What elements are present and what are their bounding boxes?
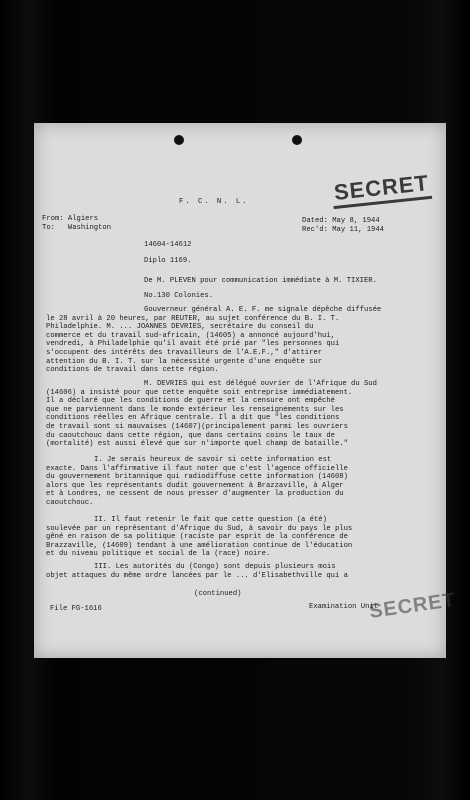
paragraph-1: Gouverneur général A. E. F. me signale dépêche diffusée le 28 avril à 20 heures, par REUTER, au sujet conférence du B. I. T. Philadelphie. M. ... JOANNES DEVRIES, secrétaire du conseil du commerce et du travail sud-africain, (14605) a annoncé aujourd'hui, vendredi, à Philadelphie qu'il avait été prié par "les personnes qui s'occupent des intérêts des travailleurs de l'A.E.F.," d'attirer attention du B. I. T. sur la nécessité urgente d'une enquête sur conditions de travail dans cette région. [46,306,382,375]
secret-stamp-top: SECRET [331,170,433,209]
punch-hole-right [292,135,302,145]
from-to-line: De M. PLEVEN pour communication immédiate à M. TIXIER. [144,277,377,285]
received-line: Rec'd: May 11, 1944 [302,226,384,234]
secret-stamp-bottom: SECRET [367,589,458,623]
file-number: File FG-1616 [50,605,102,613]
colonies-number: No.130 Colonies. [144,292,214,300]
reference-numbers: 14604-14612 [144,241,192,249]
header-center: F. C. N. L. [179,198,249,206]
paragraph-3: I. Je serais heureux de savoir si cette information est exacte. Dans l'affirmative il faut noter que c'est l'agence officielle du gouvernement britannique qui radiodiffuse cette information (14608) alors que les représentants dudit gouvernement à Brazzaville, à Alger et à Londres, ne cessent de nous presser d'augmenter la production du caoutchouc. [46,456,348,507]
from-line: From: Algiers [42,215,99,223]
punch-hole-left [174,135,184,145]
paragraph-5: III. Les autorités du (Congo) sont depuis plusieurs mois objet attaques du même ordre lancées par le ... d'Elisabethville qui a [46,563,348,580]
paragraph-2: M. DEVRIES qui est délégué ouvrier de l'Afrique du Sud (14606) a insisté pour que cette enquête soit entreprise immédiatement. Il a déclaré que les conditions de guerre et la censure ont empêché que ne parviennent dans le monde extérieur les renseignements sur les conditions réelles en Afrique centrale. Il a dit que "les conditions de travail sont si mauvaises (14607)(principalement parmi les ouvriers du caoutchouc dans cette région, que dans certains coins le taux de (mortalité) est aussi élevé que sur n'importe quel champ de bataille." [46,380,377,449]
dated-line: Dated: May 8, 1944 [302,217,380,225]
to-line: To: Washington [42,224,112,232]
paragraph-4: II. Il faut retenir le fait que cette question (a été) soulevée par un représentant d'Afrique du Sud, à savoir du pays le plus gêné en raison de sa politique (raciste par esprit de la conférence de Brazzaville, (14609) tendant à une amélioration continue de l'éducation et du niveau politique et social de la (race) noire. [46,516,353,559]
diplo-number: Diplo 1169. [144,257,192,265]
examination-unit: Examination Unit [309,603,379,611]
document-page [34,123,458,658]
continued-note: (continued) [194,590,242,598]
